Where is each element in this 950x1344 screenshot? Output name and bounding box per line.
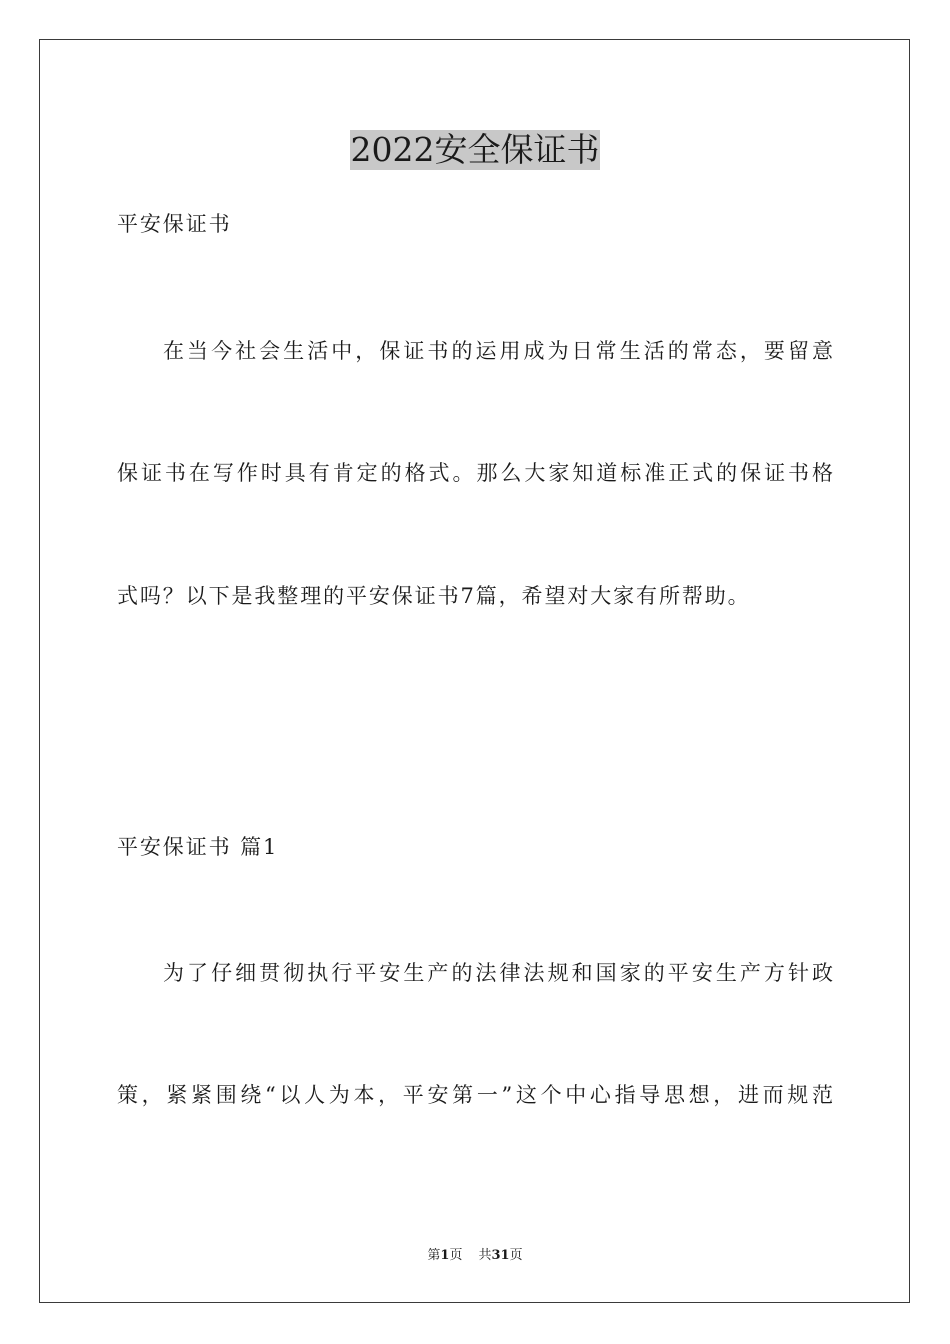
intro-paragraph-line-3: 式吗？以下是我整理的平安保证书7篇，希望对大家有所帮助。 — [117, 584, 751, 608]
footer-page-prefix: 第 — [427, 1248, 441, 1263]
intro-paragraph-line-2: 保证书在写作时具有肯定的格式。那么大家知道标准正式的保证书格 — [117, 461, 833, 485]
section-heading: 平安保证书 — [117, 212, 232, 236]
section-1-heading: 平安保证书 篇1 — [117, 835, 279, 859]
footer-page-suffix: 页 — [449, 1248, 463, 1263]
footer-total-pages: 31 — [491, 1248, 510, 1263]
document-title — [0, 128, 950, 172]
footer-total-prefix: 共 — [478, 1248, 492, 1263]
section-1-paragraph-line-2: 策，紧紧围绕“以人为本，平安第一”这个中心指导思想，进而规范 — [117, 1083, 833, 1107]
intro-paragraph-line-1: 在当今社会生活中，保证书的运用成为日常生活的常态，要留意 — [163, 339, 833, 363]
section-1-paragraph-line-1: 为了仔细贯彻执行平安生产的法律法规和国家的平安生产方针政 — [163, 961, 833, 985]
document-title-text: 2022安全保证书 — [350, 130, 600, 169]
footer-page-number: 1 — [440, 1248, 450, 1263]
page-footer — [0, 1246, 950, 1266]
footer-total-suffix: 页 — [509, 1248, 523, 1263]
